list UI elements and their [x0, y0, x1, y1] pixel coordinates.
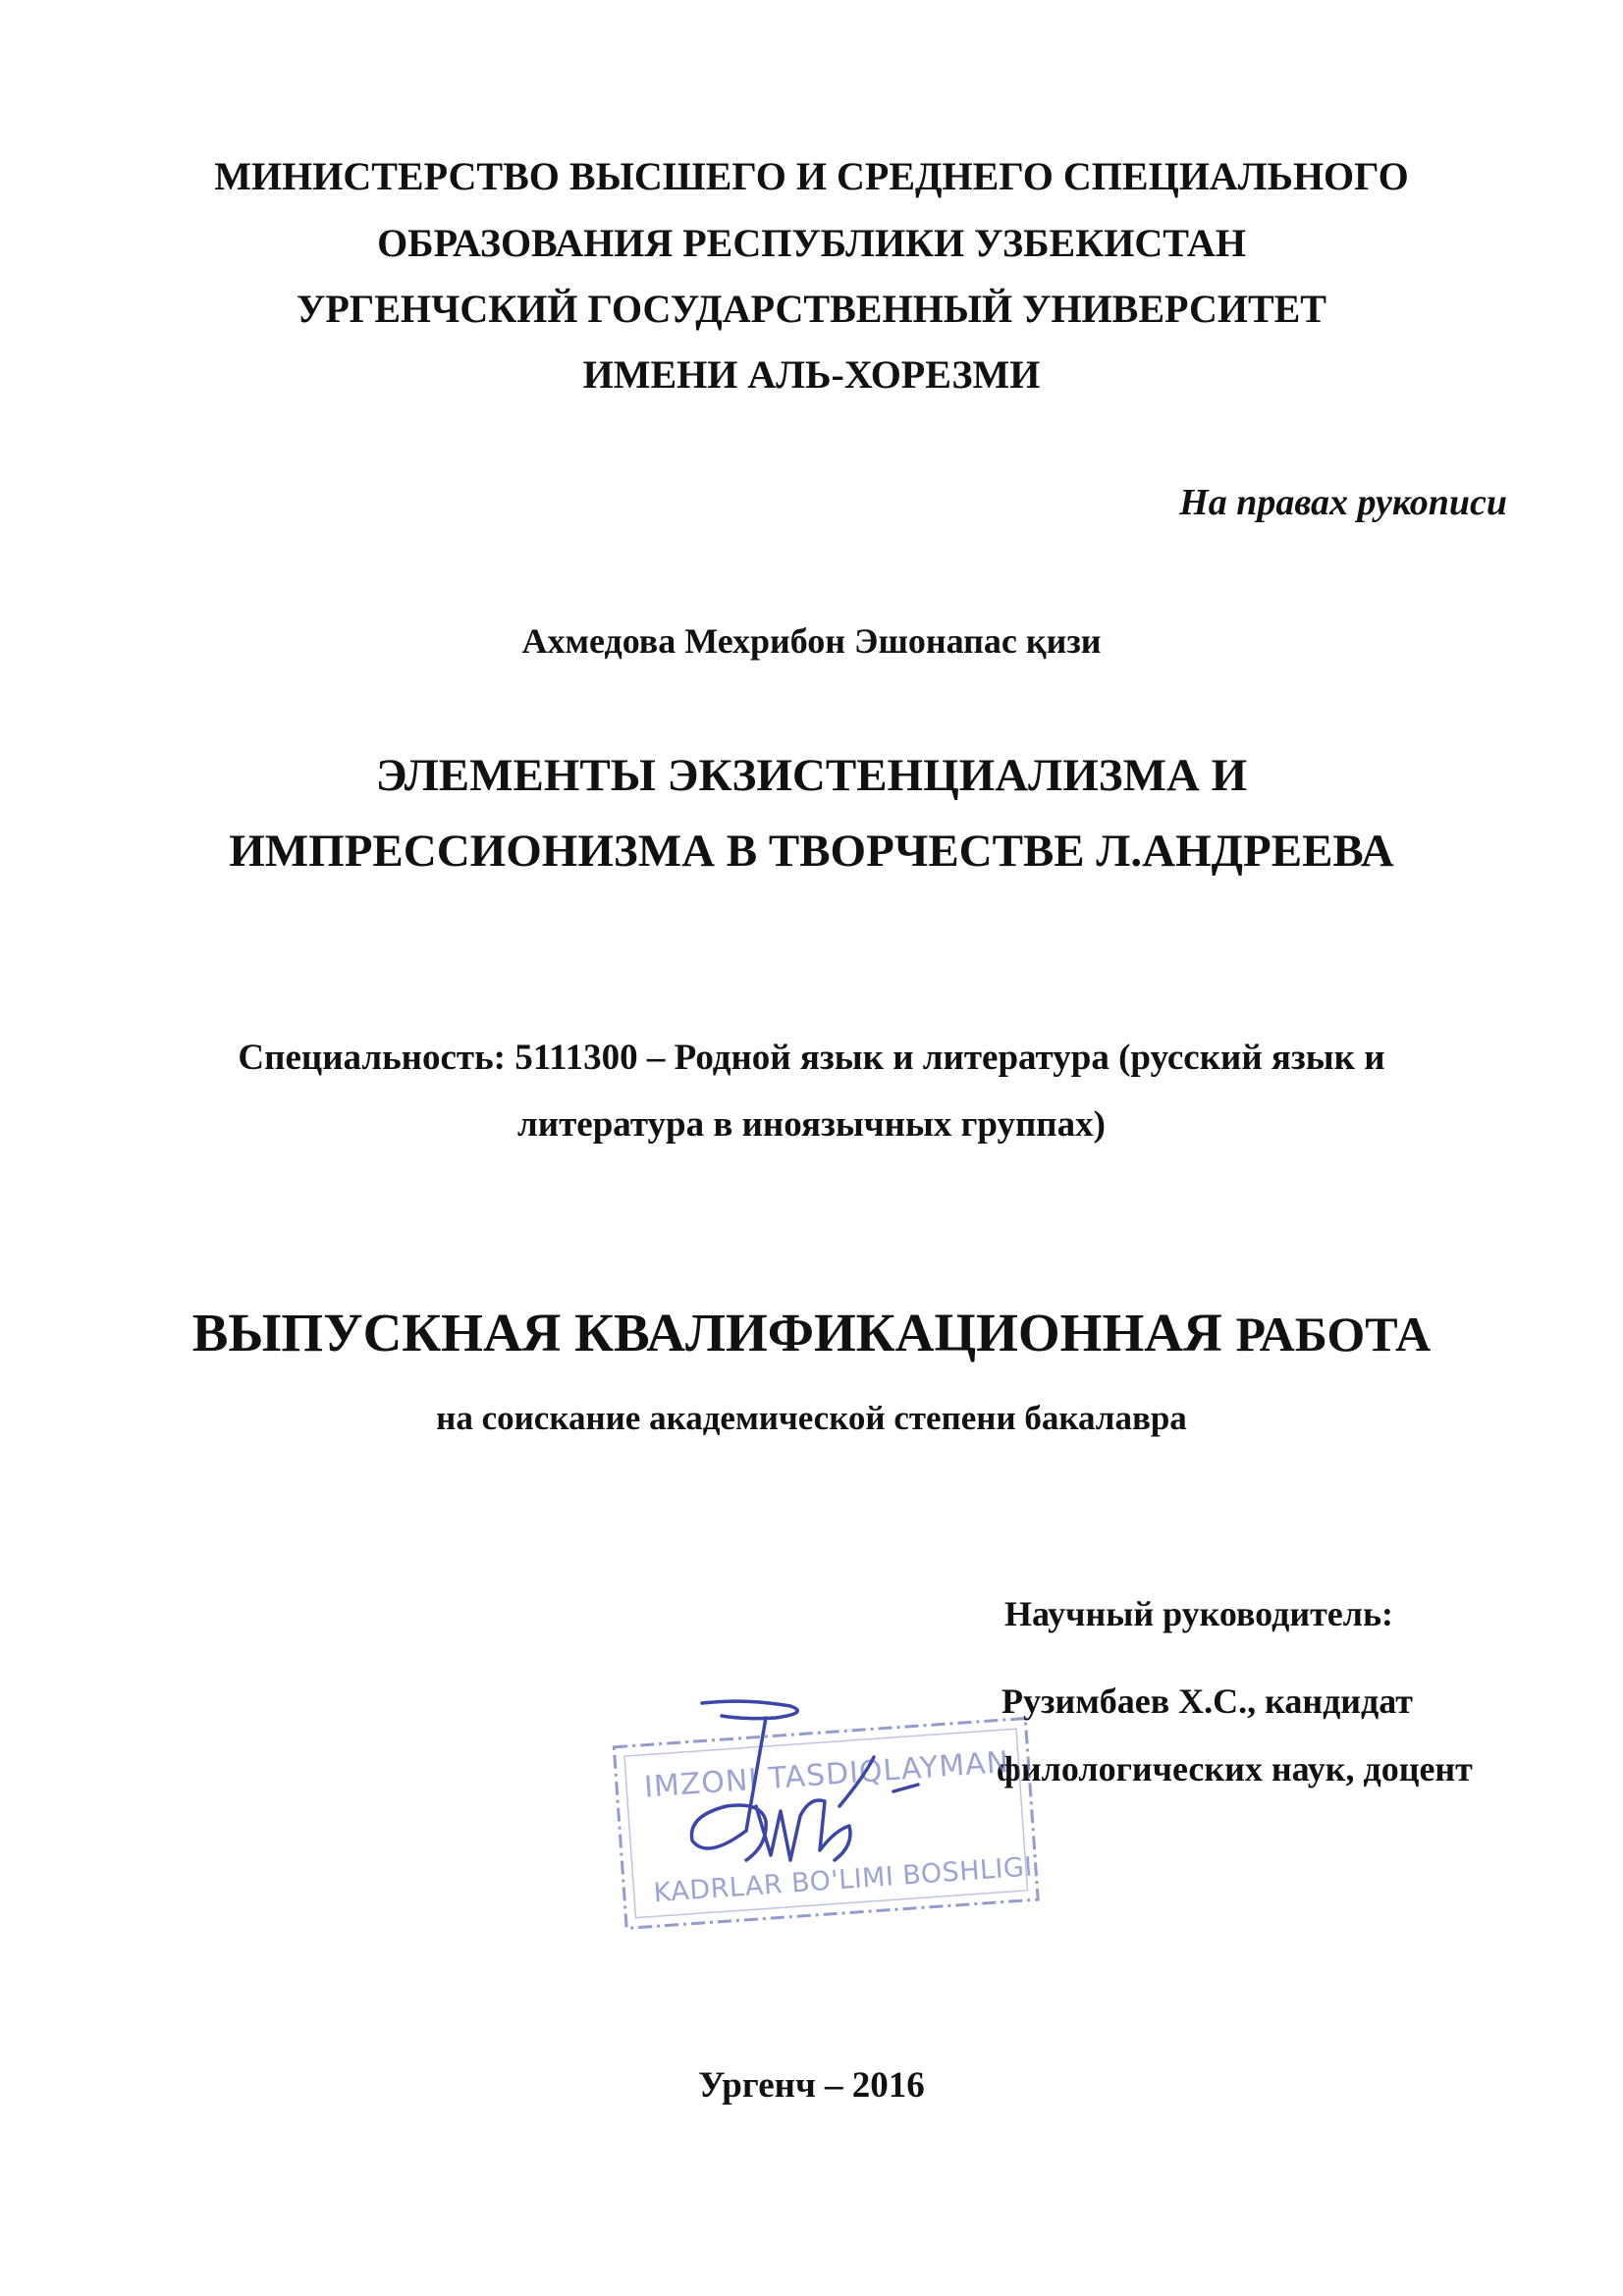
specialty-line-1: Специальность: 5111300 – Родной язык и литература (русский язык и — [238, 1038, 1385, 1078]
thesis-title-line-2: ИМПРЕССИОНИЗМА В ТВОРЧЕСТВЕ Л.АНДРЕЕВА — [229, 826, 1394, 877]
stamp-top-text: IMZONI TASDIQLAYMAN — [643, 1744, 1011, 1805]
degree-line: на соискание академической степени бакалавра — [436, 1399, 1187, 1437]
thesis-title-line-1: ЭЛЕМЕНТЫ ЭКЗИСТЕНЦИАЛИЗМА И — [375, 750, 1248, 801]
signature-stamp — [599, 1659, 1051, 1953]
work-type — [0, 1302, 1623, 1363]
supervisor-name: Рузимбаев Х.С., кандидат — [1001, 1682, 1413, 1721]
supervisor-label: Научный руководитель: — [1004, 1594, 1393, 1633]
supervisor-title: филологических наук, доцент — [997, 1749, 1473, 1789]
author-name: Ахмедова Мехрибон Эшонапас қизи — [521, 621, 1102, 661]
university-line-2: ИМЕНИ АЛЬ-ХОРЕЗМИ — [582, 352, 1041, 397]
stamp-bottom-text: KADRLAR BO'LIMI BOSHLIGI — [652, 1851, 1034, 1909]
manuscript-note: На правах рукописи — [1179, 482, 1507, 523]
work-type-last: РАБОТА — [1235, 1307, 1432, 1362]
work-type-main: ВЫПУСКНАЯ КВАЛИФИКАЦИОННАЯ — [191, 1303, 1222, 1362]
university-line-1: УРГЕНЧСКИЙ ГОСУДАРСТВЕННЫЙ УНИВЕРСИТЕТ — [296, 287, 1326, 331]
ministry-line-1: МИНИСТЕРСТВО ВЫСШЕГО И СРЕДНЕГО СПЕЦИАЛЬНОГО — [214, 154, 1409, 198]
ministry-line-2: ОБРАЗОВАНИЯ РЕСПУБЛИКИ УЗБЕКИСТАН — [377, 221, 1246, 265]
city-year: Ургенч – 2016 — [698, 2065, 925, 2106]
specialty-line-2: литература в иноязычных группах) — [517, 1104, 1106, 1145]
stamp-frame — [614, 1719, 1038, 1929]
